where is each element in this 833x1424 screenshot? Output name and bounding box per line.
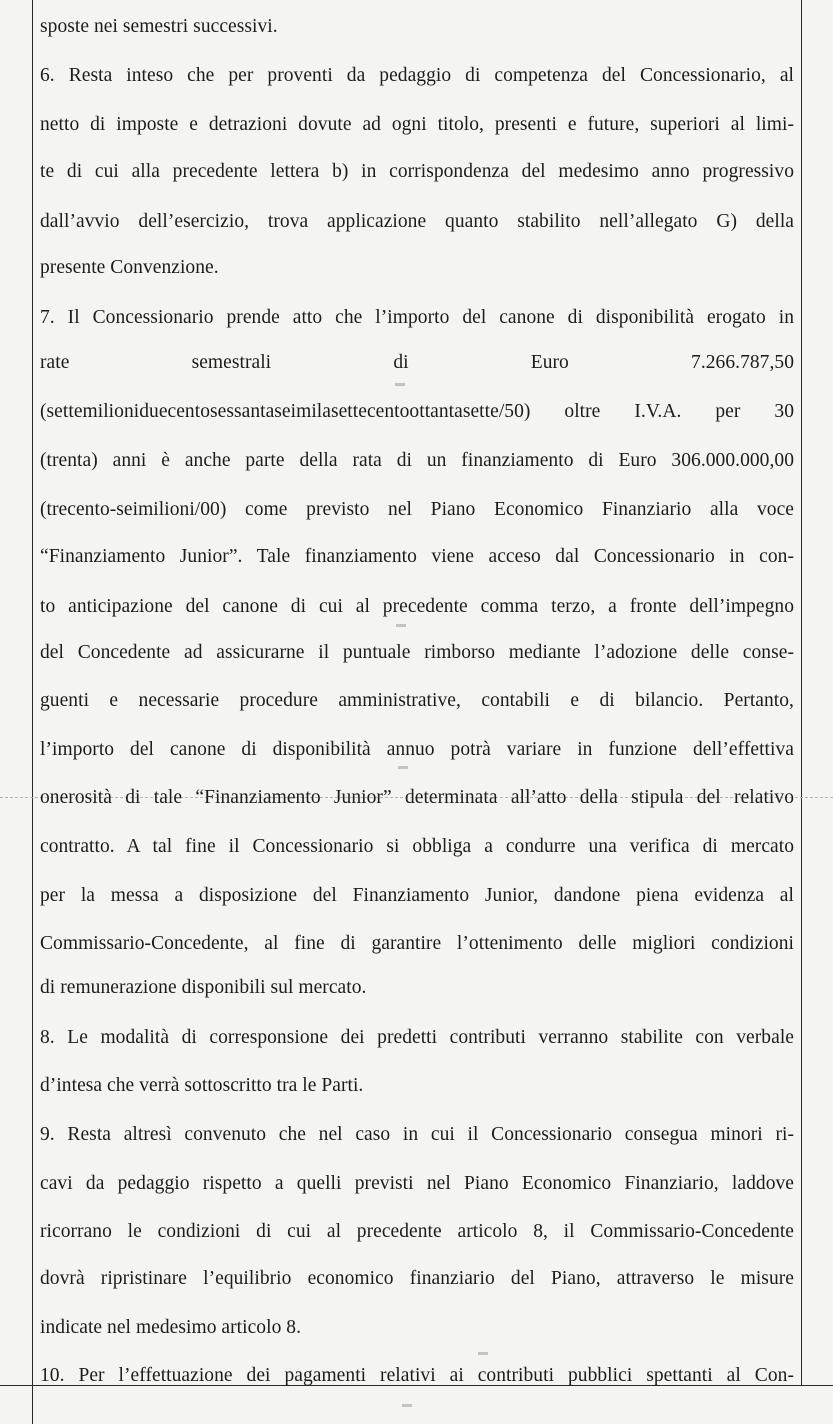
text-line: d’intesa che verrà sottoscritto tra le Parti. [40,1075,364,1096]
text-line: onerosità di tale “Finanziamento Junior” determinata all’atto della stipula del relativo [40,787,794,808]
text-line: l’importo del canone di disponibilità annuo potrà variare in funzione dell’effettiva [40,739,794,760]
text-line: indicate nel medesimo articolo 8. [40,1317,302,1338]
scan-mark [396,624,406,627]
text-line: 7. Il Concessionario prende atto che l’importo del canone di disponibilità erogato in [40,307,794,328]
text-line: (trenta) anni è anche parte della rata di un finanziamento di Euro 306.000.000,00 [40,450,794,471]
text-line: netto di imposte e detrazioni dovute ad ogni titolo, presenti e future, superiori al limi- [40,114,794,135]
text-line: (settemilioniduecentosessantaseimilasettecentoottantasette/50) oltre I.V.A. per 30 [40,401,794,422]
text-line: guenti e necessarie procedure amministrative, contabili e di bilancio. Pertanto, [40,690,794,711]
text-line: presente Convenzione. [40,257,219,278]
scan-mark [478,1352,488,1355]
text-line: Commissario-Concedente, al fine di garantire l’ottenimento delle migliori condizioni [40,933,794,954]
text-line: (trecento-seimilioni/00) come previsto nel Piano Economico Finanziario alla voce [40,499,794,520]
text-line: dall’avvio dell’esercizio, trova applicazione quanto stabilito nell’allegato G) della [40,211,794,232]
scan-mark [402,1404,412,1407]
text-line: di remunerazione disponibili sul mercato. [40,977,367,998]
text-line: rate semestrali di Euro 7.266.787,50 [40,352,794,373]
text-line: cavi da pedaggio rispetto a quelli previsti nel Piano Economico Finanziario, laddove [40,1173,794,1194]
text-line: dovrà ripristinare l’equilibrio economico finanziario del Piano, attraverso le misure [40,1268,794,1289]
left-margin-rule [32,0,33,1424]
text-line: sposte nei semestri successivi. [40,16,278,37]
text-line: 10. Per l’effettuazione dei pagamenti relativi ai contributi pubblici spettanti al Con- [40,1365,794,1386]
text-line: 9. Resta altresì convenuto che nel caso in cui il Concessionario consegua minori ri- [40,1124,794,1145]
scan-mark [398,766,408,769]
scan-mark [395,383,405,386]
text-line: per la messa a disposizione del Finanziamento Junior, dandone piena evidenza al [40,885,794,906]
text-line: contratto. A tal fine il Concessionario si obbliga a condurre una verifica di mercato [40,836,794,857]
text-line: 6. Resta inteso che per proventi da pedaggio di competenza del Concessionario, al [40,65,794,86]
text-line: “Finanziamento Junior”. Tale finanziamento viene acceso dal Concessionario in con- [40,546,794,567]
text-line: ricorrano le condizioni di cui al precedente articolo 8, il Commissario-Concedente [40,1221,794,1242]
right-margin-rule [801,0,802,1385]
text-line: to anticipazione del canone di cui al precedente comma terzo, a fronte dell’impegno [40,596,794,617]
text-line: 8. Le modalità di corresponsione dei predetti contributi verranno stabilite con verbale [40,1027,794,1048]
text-line: te di cui alla precedente lettera b) in corrispondenza del medesimo anno progressivo [40,161,794,182]
text-line: del Concedente ad assicurarne il puntuale rimborso mediante l’adozione delle conse- [40,642,794,663]
